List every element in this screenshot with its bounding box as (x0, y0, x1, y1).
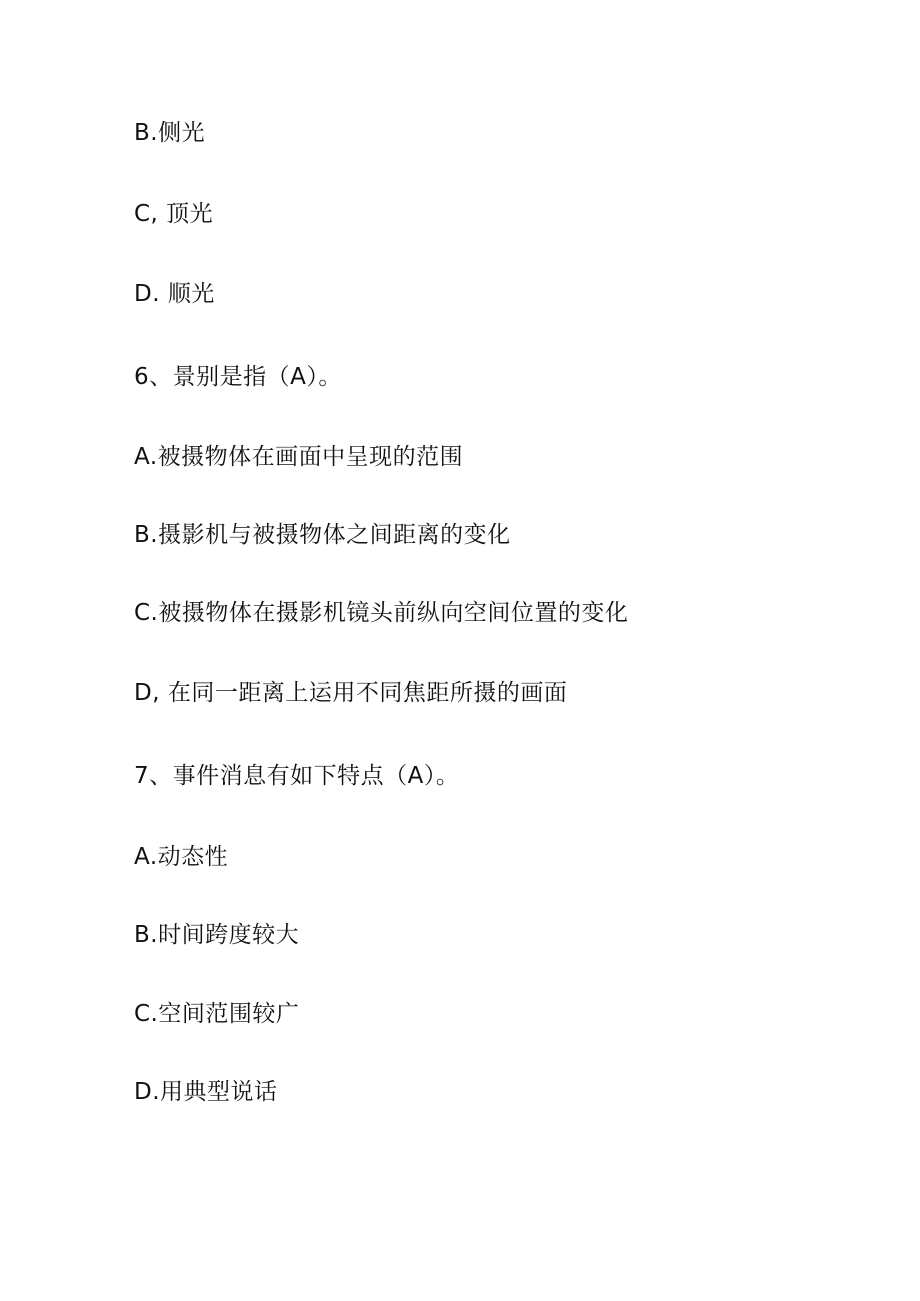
question-7: 7、事件消息有如下特点（A）。 (134, 763, 460, 789)
question-7-option-d: D.用典型说话 (134, 1079, 278, 1105)
option-c-top-light: C, 顶光 (134, 201, 214, 227)
question-6-option-b: B.摄影机与被摄物体之间距离的变化 (134, 522, 511, 548)
question-6: 6、景别是指（A）。 (134, 364, 342, 390)
question-7-option-c: C.空间范围较广 (134, 1001, 300, 1027)
question-6-option-d: D, 在同一距离上运用不同焦距所摄的画面 (134, 680, 568, 706)
question-6-option-c: C.被摄物体在摄影机镜头前纵向空间位置的变化 (134, 600, 629, 626)
option-d-front-light: D. 顺光 (134, 281, 215, 307)
option-b-side-light: B.侧光 (134, 120, 206, 146)
question-6-option-a: A.被摄物体在画面中呈现的范围 (134, 444, 464, 470)
question-7-option-b: B.时间跨度较大 (134, 922, 300, 948)
question-7-option-a: A.动态性 (134, 844, 229, 870)
